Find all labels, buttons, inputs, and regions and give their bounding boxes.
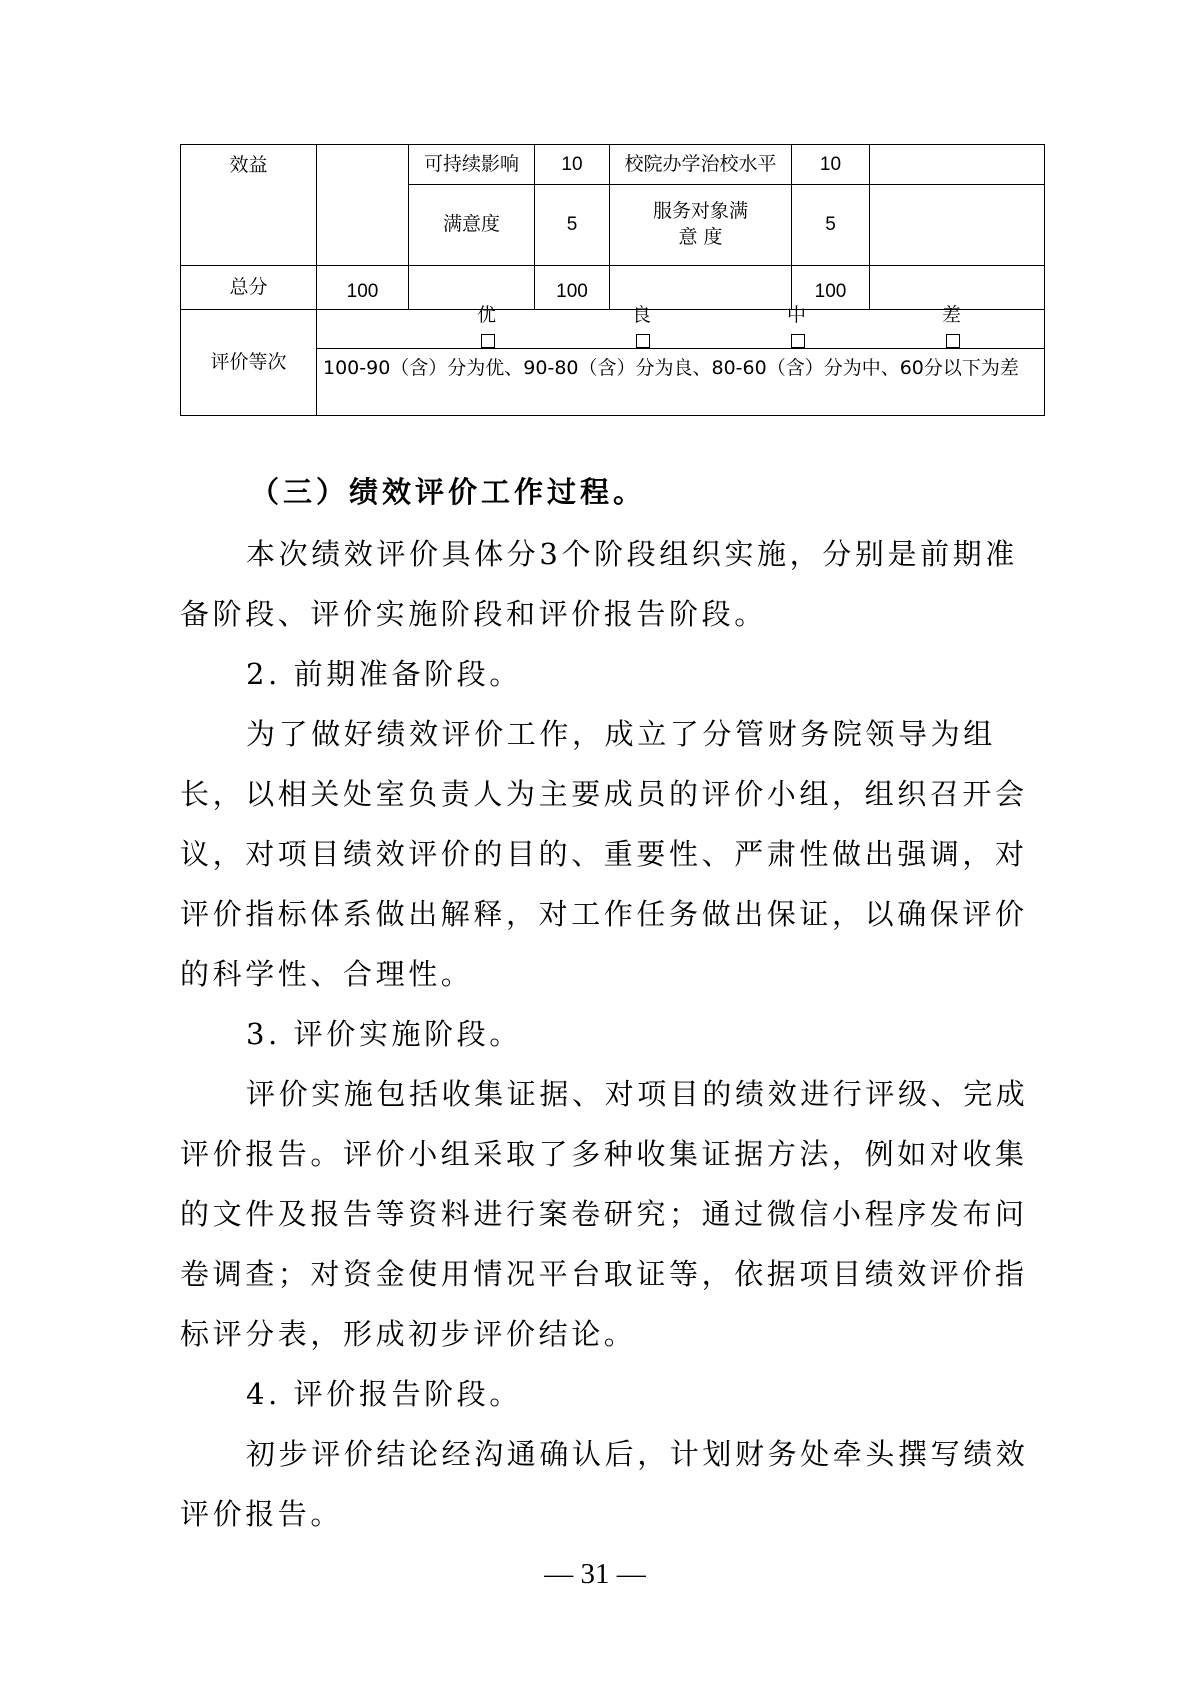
sub-indicator-cell	[610, 185, 792, 266]
table-row	[181, 310, 1045, 416]
total-label-cell: 总分	[181, 266, 317, 310]
stage-title: 3. 评价实施阶段。	[246, 1017, 522, 1051]
checkbox-icon[interactable]	[636, 334, 650, 348]
grade-option	[477, 303, 564, 354]
empty-cell	[870, 145, 1045, 185]
empty-cell	[317, 145, 409, 266]
sub-indicator-line: 意 度	[678, 226, 723, 248]
page-number: — 31 —	[544, 1558, 646, 1590]
empty-cell	[870, 185, 1045, 266]
table-row	[181, 266, 1045, 310]
total-score-cell: 100	[792, 266, 870, 310]
paragraph: 初步评价结论经沟通确认后，计划财务处牵头撰写绩效评价报告。	[180, 1437, 1029, 1531]
sub-score-cell: 5	[792, 185, 870, 266]
section-heading: （三）绩效评价工作过程。	[250, 475, 647, 509]
grade-label-cell: 评价等次	[181, 310, 317, 416]
grade-options	[317, 304, 1044, 349]
indicator-cell: 可持续影响	[409, 145, 535, 185]
indicator-cell: 满意度	[409, 185, 535, 266]
category-cell: 效益	[181, 145, 317, 266]
paragraph: 为了做好绩效评价工作，成立了分管财务院领导为组长，以相关处室负责人为主要成员的评价小组，组织召开会议，对项目绩效评价的目的、重要性、严肃性做出强调，对评价指标体系做出解释，对工作任务做出保证，以确保评价的科学性、合理性。	[180, 717, 1028, 991]
score-cell: 5	[535, 185, 610, 266]
total-score-cell: 100	[535, 266, 610, 310]
table-row	[181, 145, 1045, 185]
score-cell: 10	[535, 145, 610, 185]
sub-indicator-line: 服务对象满	[652, 200, 748, 223]
grade-rule-text: 100-90（含）分为优、90-80（含）分为良、80-60（含）分为中、60分以下为差	[323, 357, 1019, 379]
score-table	[180, 144, 1045, 416]
grade-label: 中	[787, 304, 807, 327]
sub-score-cell: 10	[792, 145, 870, 185]
grade-option	[942, 303, 1029, 354]
checkbox-icon[interactable]	[946, 334, 960, 348]
grade-content-cell	[317, 304, 1045, 416]
grade-label: 差	[942, 304, 962, 327]
section-body	[180, 524, 1030, 1544]
checkbox-icon[interactable]	[481, 334, 495, 348]
grade-label: 良	[632, 304, 652, 327]
paragraph: 本次绩效评价具体分3个阶段组织实施，分别是前期准备阶段、评价实施阶段和评价报告阶段。	[180, 537, 1018, 631]
grade-label: 优	[477, 304, 497, 327]
sub-indicator-cell: 校院办学治校水平	[610, 145, 792, 185]
paragraph: 评价实施包括收集证据、对项目的绩效进行评级、完成评价报告。评价小组采取了多种收集证据方法，例如对收集的文件及报告等资料进行案卷研究；通过微信小程序发布问卷调查；对资金使用情况平台取证等，依据项目绩效评价指标评分表，形成初步评价结论。	[180, 1077, 1029, 1351]
stage-title: 4. 评价报告阶段。	[246, 1377, 522, 1411]
grade-option	[632, 303, 719, 354]
checkbox-icon[interactable]	[791, 334, 805, 348]
total-score-cell: 100	[317, 266, 409, 310]
grade-option	[787, 303, 874, 354]
stage-title: 2. 前期准备阶段。	[246, 657, 522, 691]
